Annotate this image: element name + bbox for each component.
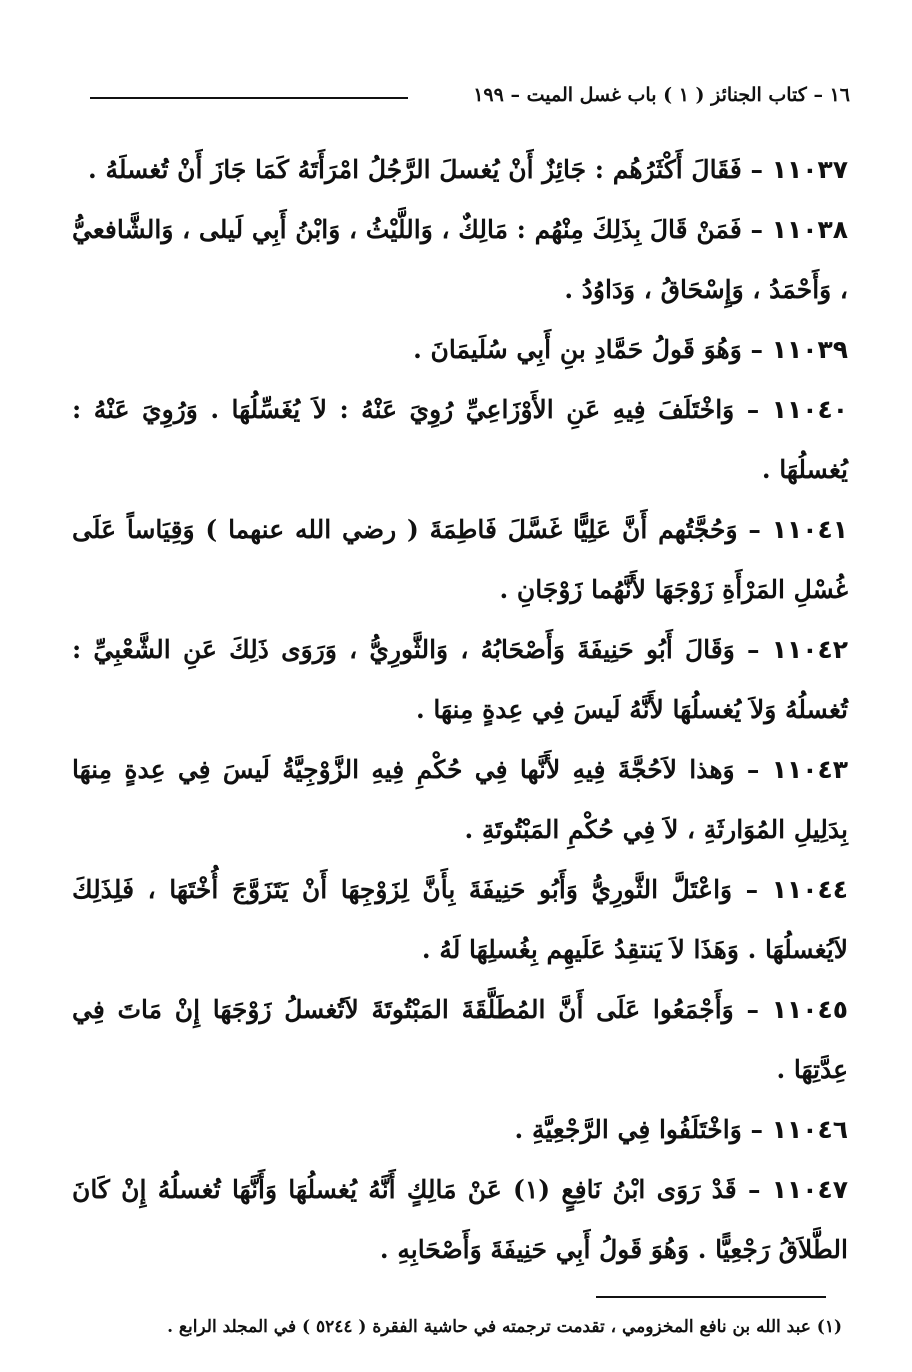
paragraph-11046: ١١٠٤٦ – وَاخْتَلَفُوا فِي الرَّجْعِيَّةِ .: [514, 1115, 848, 1144]
paragraph-11042: ١١٠٤٢ – وَقَالَ أَبُو حَنِيفَةَ وَأَصْحَابُهُ ، وَالثَّورِيُّ ، وَرَوَى ذَلِكَ عَنِ الشَّعْبِيِّ : تُغسلُهُ وَلاَ يُغسلُهَا لأَنَّهُ لَيسَ فِي عِدةٍ مِنهَا .: [72, 635, 848, 724]
paragraph-11040: ١١٠٤٠ – وَاخْتَلَفَ فِيهِ عَنِ الأَوْزَاعِيِّ رُوِيَ عَنْهُ : لاَ يُغَسِّلُهَا . وَرُوِيَ عَنْهُ : يُغسلُهَا .: [72, 395, 848, 484]
paragraph-11045: ١١٠٤٥ – وَأَجْمَعُوا عَلَى أَنَّ المُطَلَّقَةَ المَبْتُوتَةَ لاَتُغسلُ زَوْجَهَا إِنْ مَاتَ فِي عِدَّتِهَا .: [72, 995, 848, 1084]
paragraph-text: فَقَالَ أَكْثَرُهُم : جَائِزٌ أَنْ يُغسلَ الرَّجُلُ امْرَأَتَهُ كَمَا جَازَ أَنْ تُغسلَهُ .: [88, 155, 742, 184]
paragraph-11041: ١١٠٤١ – وَحُجَّتُهم أَنَّ عَلِيًّا غَسَّلَ فَاطِمَةَ ( رضي الله عنهما ) وَقِيَاساً عَلَى غُسْلِ المَرْأَةِ زَوْجَهَا لأَنَّهُما زَوْجَانِ .: [72, 515, 848, 604]
paragraph-text: وَحُجَّتُهم أَنَّ عَلِيًّا غَسَّلَ فَاطِمَةَ ( رضي الله عنهما ) وَقِيَاساً عَلَى غُسْلِ المَرْأَةِ زَوْجَهَا لأَنَّهُما زَوْجَانِ .: [72, 515, 848, 604]
paragraph-11047: ١١٠٤٧ – قَدْ رَوَى ابْنُ نَافِعٍ (١) عَنْ مَالِكٍ أَنَّهُ يُغسلُهَا وَأَنَّهَا تُغسلُهُ إِنْ كَانَ الطَّلاَقُ رَجْعِيًّا . وَهُوَ قَولُ أَبِي حَنِيفَةَ وَأَصْحَابِهِ .: [72, 1175, 848, 1264]
paragraph-number: ١١٠٤٦: [771, 1115, 848, 1144]
paragraph-number: ١١٠٤٧: [771, 1175, 848, 1204]
paragraph-11037: ١١٠٣٧ – فَقَالَ أَكْثَرُهُم : جَائِزٌ أَنْ يُغسلَ الرَّجُلُ امْرَأَتَهُ كَمَا جَازَ أَنْ تُغسلَهُ .: [88, 155, 848, 184]
paragraph-11038: ١١٠٣٨ – فَمَنْ قَالَ بِذَلِكَ مِنْهُم : مَالِكٌ ، وَاللَّيْثُ ، وَابْنُ أَبِي لَيلى ، وَالشَّافعيُّ ، وَأَحْمَدُ ، وَإِسْحَاقُ ، وَدَاوُدُ .: [72, 215, 848, 304]
paragraph-number: ١١٠٤٣: [771, 755, 848, 784]
paragraph-number: ١١٠٤١: [771, 515, 848, 544]
footnote-rule: [596, 1296, 826, 1298]
paragraph-number: ١١٠٣٨: [771, 215, 848, 244]
paragraph-11044: ١١٠٤٤ – وَاعْتَلَّ الثَّورِيُّ وَأَبُو حَنِيفَةَ بِأَنَّ لِزَوْجِهَا أَنْ يَتَزَوَّجَ أُخْتَهَا ، فَلِذَلِكَ لاَيُغسلُهَا . وَهَذَا لاَ يَنتقِدُ عَلَيهِم بِغُسلِهَا لَهُ .: [72, 875, 848, 964]
paragraph-text: وَقَالَ أَبُو حَنِيفَةَ وَأَصْحَابُهُ ، وَالثَّورِيُّ ، وَرَوَى ذَلِكَ عَنِ الشَّعْبِيِّ : تُغسلُهُ وَلاَ يُغسلُهَا لأَنَّهُ لَيسَ فِي عِدةٍ مِنهَا .: [72, 635, 848, 724]
paragraph-number: ١١٠٣٩: [771, 335, 848, 364]
header-rule: [90, 97, 408, 99]
body-text: [72, 140, 848, 1280]
paragraph-text: قَدْ رَوَى ابْنُ نَافِعٍ (١) عَنْ مَالِكٍ أَنَّهُ يُغسلُهَا وَأَنَّهَا تُغسلُهُ إِنْ كَانَ الطَّلاَقُ رَجْعِيًّا . وَهُوَ قَولُ أَبِي حَنِيفَةَ وَأَصْحَابِهِ .: [72, 1175, 848, 1264]
paragraph-number: ١١٠٤٢: [771, 635, 848, 664]
paragraph-text: وَهذا لاَحُجَّةَ فِيهِ لأَنَّها فِي حُكْمِ فِيهِ الزَّوْجِيَّةُ لَيسَ فِي عِدةٍ مِنهَا بِدَلِيلِ المُوَارثَةِ ، لاَ فِي حُكْمِ المَبْتُوتَةِ .: [72, 755, 848, 844]
paragraph-text: وَاخْتَلَفُوا فِي الرَّجْعِيَّةِ .: [514, 1115, 742, 1144]
paragraph-number: ١١٠٤٤: [771, 875, 848, 904]
paragraph-number: ١١٠٤٥: [771, 995, 848, 1024]
paragraph-text: وَأَجْمَعُوا عَلَى أَنَّ المُطَلَّقَةَ المَبْتُوتَةَ لاَتُغسلُ زَوْجَهَا إِنْ مَاتَ فِي عِدَّتِهَا .: [72, 995, 848, 1084]
paragraph-text: وَهُوَ قَولُ حَمَّادِ بنِ أَبِي سُلَيمَانَ .: [413, 335, 742, 364]
paragraph-11043: ١١٠٤٣ – وَهذا لاَحُجَّةَ فِيهِ لأَنَّها فِي حُكْمِ فِيهِ الزَّوْجِيَّةُ لَيسَ فِي عِدةٍ مِنهَا بِدَلِيلِ المُوَارثَةِ ، لاَ فِي حُكْمِ المَبْتُوتَةِ .: [72, 755, 848, 844]
footnote: (١) عبد الله بن نافع المخزومي ، تقدمت ترجمته في حاشية الفقرة ( ٥٢٤٤ ) في المجلد الرابع .: [167, 1317, 842, 1337]
paragraph-text: وَاخْتَلَفَ فِيهِ عَنِ الأَوْزَاعِيِّ رُوِيَ عَنْهُ : لاَ يُغَسِّلُهَا . وَرُوِيَ عَنْهُ : يُغسلُهَا .: [72, 395, 848, 484]
paragraph-text: وَاعْتَلَّ الثَّورِيُّ وَأَبُو حَنِيفَةَ بِأَنَّ لِزَوْجِهَا أَنْ يَتَزَوَّجَ أُخْتَهَا ، فَلِذَلِكَ لاَيُغسلُهَا . وَهَذَا لاَ يَنتقِدُ عَلَيهِم بِغُسلِهَا لَهُ .: [72, 875, 848, 964]
paragraph-number: ١١٠٣٧: [771, 155, 848, 184]
paragraph-number: ١١٠٤٠: [771, 395, 848, 424]
paragraph-11039: ١١٠٣٩ – وَهُوَ قَولُ حَمَّادِ بنِ أَبِي سُلَيمَانَ .: [413, 335, 848, 364]
paragraph-text: فَمَنْ قَالَ بِذَلِكَ مِنْهُم : مَالِكٌ ، وَاللَّيْثُ ، وَابْنُ أَبِي لَيلى ، وَالشَّافعيُّ ، وَأَحْمَدُ ، وَإِسْحَاقُ ، وَدَاوُدُ .: [72, 215, 848, 304]
running-header: [90, 80, 850, 112]
header-title: ١٦ – كتاب الجنائز ( ١ ) باب غسل الميت – ١٩٩: [473, 84, 850, 106]
